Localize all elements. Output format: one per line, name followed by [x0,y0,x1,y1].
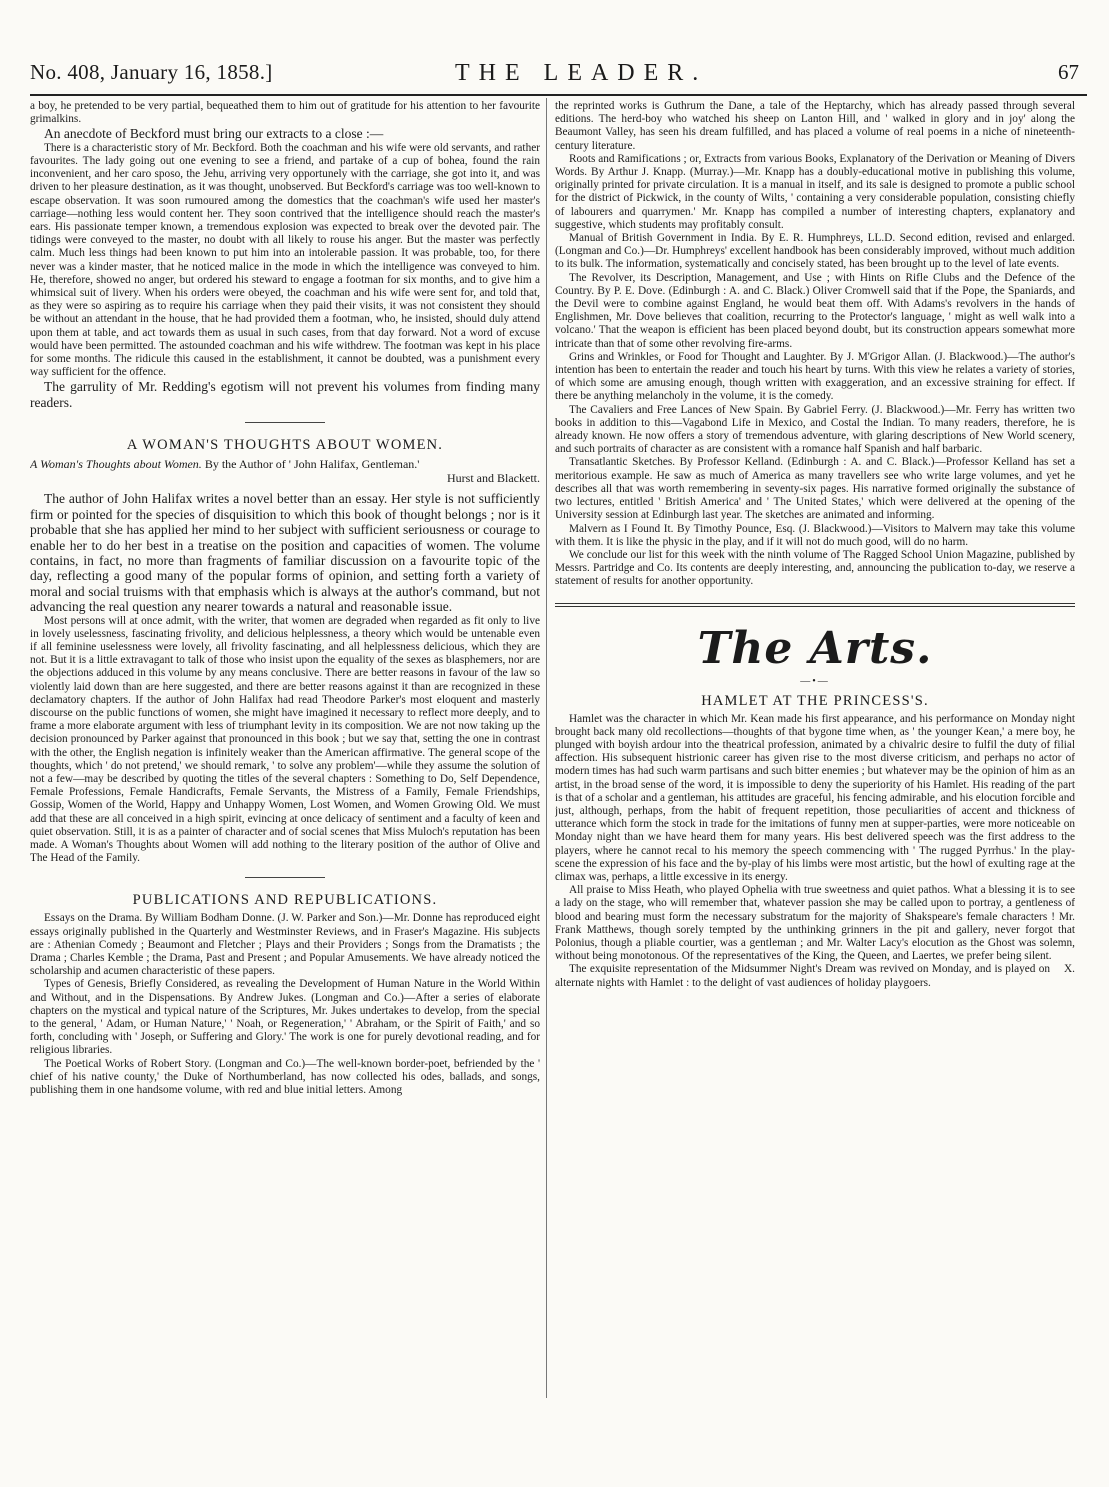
section-heading-hamlet: HAMLET AT THE PRINCESS'S. [701,692,929,709]
byline-author: By the Author of ' John Halifax, Gentleman.' [204,457,420,472]
section-rule [245,422,325,423]
right-column [555,100,1075,990]
arts-section-title: The Arts. [697,622,933,674]
section-heading-publications: PUBLICATIONS AND REPUBLICATIONS. [132,892,438,909]
review-byline [30,457,540,471]
publication-notice: Manual of British Government in India. By E. R. Humphreys, LL.D. Second edition, revised and enlarged. (Longman and Co.)—Dr. Humphreys' excellent handbook has been considerably improved, without much addition to its bulk. The information, systematically and concisely stated, has been brought up to the level of late events. [555,232,1075,271]
publication-notice: Types of Genesis, Briefly Considered, as revealing the Development of Human Nature in the World Within and Without, and in the Dispensations. By Andrew Jukes. (Longman and Co.)—After a series of elaborate chapters on the mystical and typical nature of the Scriptures, Mr. Jukes undertakes to develop, from the special to the general, ' Adam, or Human Nature,' ' Noah, or Regeneration,' ' Abraham, or the Spirit of Faith,' and so forth, concluding with ' Joseph, or Suffering and Glory.' The work is one for purely devotional reading, and for religious libraries. [30,978,540,1057]
publication-notice: The Cavaliers and Free Lances of New Spain. By Gabriel Ferry. (J. Blackwood.)—Mr. Ferry has written two books in addition to this—Vagabond Life in Mexico, and Costal the Indian. To many readers, therefore, he is already known. He now offers a story of tremendous adventure, with glaring descriptions of New World scenery, and such portraits of character as are consistent with a romance half Spanish and half barbaric. [555,403,1075,456]
publication-notice: the reprinted works is Guthrum the Dane, a tale of the Heptarchy, which has already passed through several editions. The herd-boy who watched his sheep on Lanton Hill, and ' walked in glory and in joy' along the Beaumont Valley, has seen his dream fulfilled, and has placed a volume of real poems in a niche of nineteenth-century literature. [555,100,1075,152]
masthead [30,60,1087,96]
byline-title: A Woman's Thoughts about Women. [30,457,202,472]
left-column [30,100,540,1097]
anecdote-extract: There is a characteristic story of Mr. Beckford. Both the coachman and his wife were old servants, and rather favourites. The lady going out one evening to see a friend, and partake of a cup of bohea, found the rain inconvenient, and her caro sposo, the Jehu, arriving very opportunely with the carriage, she got into it, and was driven to her pleasure destination, as it was thought, unobserved. But Beckford's carriage was too well-known to escape observation. It was soon rumoured among the domestics that the coachman's wife used her master's carriage—nothing less would content her. They soon contrived that the intelligence should reach the master's ears. His passionate temper known, a tremendous explosion was expected to break over the devoted pair. The tidings were conveyed to the master, no doubt with all likely to rouse his anger. But the master was perfectly calm. Much less things had been known to put him into an intolerable passion. It was probable, too, for there never was a kinder master, that he noticed malice in the mode in which the intelligence was conveyed to him. He, therefore, showed no anger, but ordered his steward to engage a footman for six months, and to give him a whimsical suit of livery. When his orders were obeyed, the coachman and his wife were sent for, and told that, as they were so aspiring as to require his carriage when they paid their visits, it was not consistent they should be without an attendant in the house, that he had provided them a footman, who, he insisted, should duly attend upon them at table, and act towards them as usual in such cases, from that day forward. Not a word of excuse would have been permitted. The astounded coachman and his wife withdrew. The footman was kept in his place for some months. The ridicule this caused in the establishment, it cannot be doubted, was a punishment every way sufficient for the offence. [30,141,540,379]
ornament: —•— [800,675,830,687]
publication-notice: The Revolver, its Description, Management, and Use ; with Hints on Rifle Clubs and the Defence of the Country. By P. E. Dove. (Edinburgh : A. and C. Black.) Oliver Cromwell said that if the Pope, the Spaniards, and the Devil were to combine against England, he would beat them off. With Adams's revolvers in the hands of Englishmen, Mr. Dove believes that coalition, recurring to the Protector's language, ' might as well walk into a volcano.' That the weapon is efficient has been placed beyond doubt, but its construction appears somewhat more intricate than that of some other revolving fire-arms. [555,271,1075,350]
publication-notice: Malvern as I Found It. By Timothy Pounce, Esq. (J. Blackwood.)—Visitors to Malvern may take this volume with them. It is like the physic in the play, and if it will not do much good, will do no harm. [555,522,1075,548]
publication-notice: Transatlantic Sketches. By Professor Kelland. (Edinburgh : A. and C. Black.)—Professor Kelland has set a meritorious example. He saw as much of America as many travellers see who write large volumes, and yet he describes all that was worth remembering in seventy-six pages. His narrative formed originally the substance of two lectures, entitled ' British America' and ' The United States,' which were delivered at the opening of the University session at Edinburgh last year. The sketches are animated and informing. [555,456,1075,522]
garrulity-paragraph: The garrulity of Mr. Redding's egotism will not prevent his volumes from finding many readers. [30,379,540,410]
anecdote-intro: An anecdote of Beckford must bring our extracts to a close :— [44,126,384,142]
theatre-review-paragraph: Hamlet was the character in which Mr. Kean made his first appearance, and his performance on Monday night brought back many old recollections—thoughts of that bygone time when, as ' the younger Kean,' a mere boy, he plunged with boyish ardour into the theatrical profession, animated by a chivalric desire to fulfil the duty of filial affection. His subsequent histrionic career has given rise to the most diverse criticism, and perhaps no actor of modern times has had such warm partisans and such bitter enemies ; but whatever may be the opinion of him as an artist, in the broad sense of the word, it is impossible to deny the superiority of his Hamlet. His reading of the part is that of a scholar and a gentleman, his attitudes are graceful, his fencing admirable, and his elocution forcible and just, although, perhaps, from the habit of frequent repetition, those peculiarities of accent and thickness of utterance which form the stock in trade for the imitations of funny men at supper-parties, were more noticeable on Monday night than we have heard them for many years. His best delivered speech was the first address to the players, where he cannot recal to his memory the speech commencing with ' The rugged Pyrrhus.' In the play-scene the expression of his face and the by-play of his limbs were most artistic, but the howl of exulting rage at the climax was, perhaps, a little excessive in its energy. [555,712,1075,883]
opening-fragment: a boy, he pretended to be very partial, bequeathed them to him out of gratitude for his attention to her favourite grimalkins. [30,100,540,126]
theatre-review-paragraph: The exquisite representation of the Midsummer Night's Dream was revived on Monday, and is played on alternate nights with Hamlet : to the delight of vast audiences of holiday playgoers. [555,963,1051,989]
page-number: 67 [1058,60,1079,84]
section-double-rule [555,603,1075,607]
column-divider [546,98,547,1398]
newspaper-title: THE LEADER. [455,60,708,86]
review-text: All praise to Miss Heath, who played Ophelia with true sweetness and quiet pathos. What a blessing it is to see a lady on the stage, who will remember that, whatever passion she may be called upon to portray, a gentleness of blood and bearing must form the necessary substratum for the majority of Shakspeare's female characters ! Mr. Frank Matthews, though sorely tempted by the unthinking grinners in the pit and gallery, never forgot that Polonius, though a pliable courtier, was a gentleman ; and Mr. Walter Lacy's elocution as the Ghost was solemn, without being monotonous. Of the representatives of the King, the Queen, and Laertes, we prefer being silent. [555,884,1075,963]
publication-notice: Essays on the Drama. By William Bodham Donne. (J. W. Parker and Son.)—Mr. Donne has reproduced eight essays originally published in the Quarterly and Westminster Reviews, and in Fraser's Magazine. His subjects are : Athenian Comedy ; Beaumont and Fletcher ; Plays and their Providers ; Songs from the Dramatists ; the Drama ; Charles Kemble ; the Drama, Past and Present ; and Popular Amusements. We have already noticed the scholarship and acumen characteristic of these papers. [30,912,540,978]
review-signature: X. [1064,963,1075,976]
byline-publisher: Hurst and Blackett. [447,471,540,486]
review-paragraph: The author of John Halifax writes a novel better than an essay. Her style is not sufficiently firm or pointed for the species of disquisition to which this book of thought belongs ; nor is it probable that she has applied her mind to her subject with sufficient seriousness or courage to enable her to do her best in a treatise on the position and capacities of women. The volume contains, in fact, no more than fragments of familiar discussion on a favourite topic of the day, reflecting a good many of the popular forms of opinion, and setting forth a variety of moral and social truisms with that emphasis which is always at the author's command, but not advancing the real question any nearer towards a natural and reasonable issue. [30,491,540,615]
publication-notice: Roots and Ramifications ; or, Extracts from various Books, Explanatory of the Derivation or Meaning of Divers Words. By Arthur J. Knapp. (Murray.)—Mr. Knapp has a doubly-educational motive in publishing this volume, originally printed for private circulation. It is a manual in itself, and its sale is designed to promote a public school for the district of Pickwick, in the county of Wilts, ' containing a very considerable population, consisting chiefly of labourers and quarrymen.' Mr. Knapp has compiled a number of interesting chapters, explanatory and suggestive, which students may profitably consult. [555,152,1075,231]
issue-date: No. 408, January 16, 1858.] [30,60,273,84]
publication-notice: Grins and Wrinkles, or Food for Thought and Laughter. By J. M'Grigor Allan. (J. Blackwood.)—The author's intention has been to entertain the reader and touch his heart by turns. With this view he relates a variety of stories, of which some are amusing enough, though written with exaggeration, and an excessive straining for effect. If there be anything melancholy in the volume, it is the comedy. [555,350,1075,403]
section-rule [245,877,325,878]
publication-notice: The Poetical Works of Robert Story. (Longman and Co.)—The well-known border-poet, befriended by the ' chief of his native county,' the Duke of Northumberland, has now collected his odes, ballads, and songs, publishing them in one handsome volume, with red and blue initial letters. Among [30,1057,540,1097]
publication-notice: We conclude our list for this week with the ninth volume of The Ragged School Union Magazine, published by Messrs. Partridge and Co. Its contents are deeply interesting, and, announcing the publication to-day, we reserve a statement of results for another opportunity. [555,548,1075,588]
review-paragraph: Most persons will at once admit, with the writer, that women are degraded when regarded as fit only to live in lovely uselessness, fascinating frivolity, and delicious helplessness, a theory which would be untenable even if all feminine uselessness were lovely, all frivolity fascinating, and all helplessness delicious, which they are not. But it is a little extravagant to talk of those who insist upon the equality of the sexes as blasphemers, nor are the objections adduced in this volume by any means conclusive. There are better reasons in favour of the law so violently laid down than are here suggested, and there are better reasons against it than are recognized in these declamatory chapters. If the author of John Halifax had read Theodore Parker's most eloquent and masterly discourse on the public functions of women, she might have imagined it necessary to reflect more deeply, and to frame a more elaborate argument with less of triumphant levity in its composition. We are not now taking up the decision pronounced by Parker against that pronounced in this book ; but we say that, setting the one in contrast with the other, the English negation is infinitely weaker than the American affirmative. The general scope of the thoughts, which ' do not pretend,' we should remark, ' to solve any problem'—while they assume the solution of not a few—may be described by quoting the titles of the several chapters : Something to Do, Self Dependence, Female Professions, Female Handicrafts, Female Servants, the Mistress of a Family, Female Friendships, Gossip, Women of the World, Happy and Unhappy Women, Lost Women, and Women Growing Old. We must add that these are all conceived in a high spirit, evincing at once delicacy of sentiment and a faculty of keen and quiet observation. Still, it is as a painter of character and of social scenes that Miss Muloch's reputation has been made. A Woman's Thoughts about Women will add nothing to the literary position of the author of Olive and The Head of the Family. [30,614,540,865]
section-heading-womans-thoughts: A WOMAN'S THOUGHTS ABOUT WOMEN. [126,437,444,454]
